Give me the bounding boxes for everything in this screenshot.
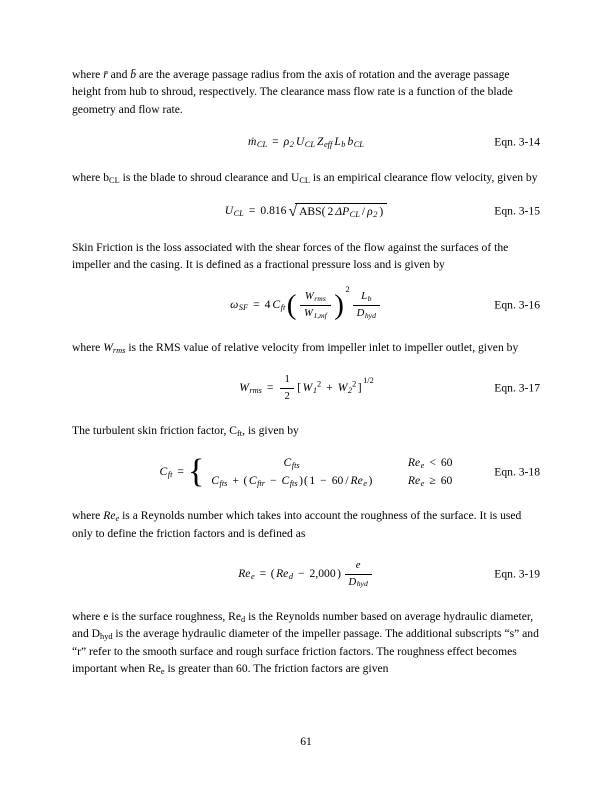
subscript: fts <box>219 478 228 488</box>
subscript: 1 <box>312 386 317 396</box>
subscript: fts <box>291 461 300 471</box>
frac <box>280 373 293 403</box>
base: W <box>302 380 313 394</box>
equation-row-3-17 <box>72 373 540 403</box>
text-segment: where <box>72 68 104 81</box>
tok <box>305 290 326 302</box>
equation-3-18 <box>72 453 540 491</box>
base: C <box>283 456 292 470</box>
tok <box>282 474 298 488</box>
tok <box>160 465 173 478</box>
tok <box>351 474 367 488</box>
tok <box>211 474 227 487</box>
subscript: SF <box>238 302 249 312</box>
text-segment-i: b̄ <box>130 68 137 81</box>
text-segment-isub: rms <box>112 346 126 356</box>
text-segment: is an empirical clearance flow velocity, given by <box>310 170 538 184</box>
tok <box>238 567 254 580</box>
subscript: eff <box>323 140 333 150</box>
equation-3-15 <box>72 203 540 219</box>
tok <box>230 298 248 311</box>
text-segment: , is given by <box>242 424 299 438</box>
tok <box>335 205 360 218</box>
base: ω <box>230 297 239 311</box>
tok <box>284 135 294 148</box>
tok: 60 <box>331 473 344 487</box>
brk: ) <box>337 566 341 580</box>
base: U <box>295 135 305 149</box>
subscript: 2 <box>373 210 378 220</box>
subscript: ft <box>167 470 173 480</box>
base: e <box>355 559 361 572</box>
base: Re <box>350 473 363 487</box>
gc <box>297 290 334 320</box>
brk: ) <box>334 288 344 321</box>
tok: = <box>259 566 267 580</box>
tok <box>303 381 322 395</box>
text-segment: where <box>72 340 104 354</box>
text-segment-sub: d <box>241 614 246 624</box>
ccond <box>407 456 454 470</box>
tok: = <box>248 203 256 217</box>
equation-3-19 <box>72 559 540 589</box>
text-segment: is the Reynolds number based on average hydraulic diameter, and D <box>72 609 534 641</box>
frac <box>353 290 380 320</box>
text-segment: is greater than 60. The friction factors are given <box>164 662 389 676</box>
base: ΔP <box>335 205 350 219</box>
tok <box>317 135 332 148</box>
cexpr <box>210 474 373 489</box>
tok <box>356 559 361 571</box>
grp <box>270 567 341 581</box>
subscript: ftr <box>257 479 265 489</box>
text-segment: The turbulent skin friction factor, C <box>72 424 238 438</box>
tok: = <box>272 135 279 149</box>
tok: 0.816 <box>260 203 287 217</box>
radicand <box>295 203 387 219</box>
tok <box>361 290 371 302</box>
base: D <box>348 575 357 588</box>
fden <box>300 306 331 320</box>
equation-label-3-14: Eqn. 3-14 <box>494 135 540 149</box>
brk: ) <box>299 473 303 487</box>
superscript: 2 <box>352 379 357 389</box>
base: C <box>211 473 220 487</box>
tok: 2,000 <box>309 566 336 580</box>
tok <box>347 135 364 148</box>
base: b <box>347 135 354 149</box>
equation-label-3-15: Eqn. 3-15 <box>494 204 540 218</box>
text-segment-isub: e <box>115 514 120 524</box>
tok: ≥ <box>429 473 436 487</box>
cbrace: { <box>187 453 205 491</box>
base: ρ <box>367 205 373 219</box>
tok: ) <box>379 205 384 219</box>
text-segment: where e is the surface roughness, Re <box>72 609 242 623</box>
subscript: e <box>420 479 425 489</box>
tok: / <box>361 205 366 219</box>
subscript: fts <box>289 479 298 489</box>
paragraph-1 <box>72 66 540 118</box>
subscript: ft <box>280 302 286 312</box>
base: U <box>224 203 234 217</box>
text-segment: is the RMS value of relative velocity from impeller inlet to impeller outlet, given by <box>125 340 519 354</box>
paragraph-7 <box>72 608 540 678</box>
text-segment-i: Re <box>103 509 116 523</box>
base: W <box>337 380 348 394</box>
tok <box>248 135 267 148</box>
equation-label-3-16: Eqn. 3-16 <box>494 298 540 312</box>
brk: ( <box>286 288 297 321</box>
text-segment-sub: ft <box>237 429 243 439</box>
equation-row-3-15 <box>72 203 540 219</box>
text-segment-sub: hyd <box>100 632 113 642</box>
tok: − <box>320 473 327 487</box>
fnum <box>280 373 293 388</box>
tok <box>408 474 424 487</box>
subscript: hyd <box>364 310 376 320</box>
equation-label-3-19: Eqn. 3-19 <box>494 567 540 581</box>
base: ρ <box>283 135 290 149</box>
base: C <box>281 473 290 487</box>
tok <box>284 456 300 469</box>
base: Re <box>238 566 251 580</box>
subscript: CL <box>304 140 316 150</box>
base: Re <box>276 566 289 580</box>
tok: < <box>429 456 436 470</box>
brk: ) <box>368 473 373 487</box>
ccond <box>407 474 454 488</box>
subscript: e <box>363 479 367 489</box>
subscript: hyd <box>356 579 368 589</box>
tok <box>304 307 327 319</box>
tok: − <box>269 473 277 487</box>
paragraph-4 <box>72 339 540 356</box>
subscript: CL <box>349 210 360 220</box>
fnum <box>345 559 372 574</box>
text-segment: Skin Friction is the loss associated with the shear forces of the flow against the surfaces of the impeller and the casing. It is defined as a fractional pressure loss and is given by <box>72 240 509 271</box>
base: L <box>361 290 368 303</box>
brk: ( <box>304 473 308 487</box>
fnum <box>353 290 380 305</box>
base: L <box>334 135 341 149</box>
tok: − <box>297 566 305 580</box>
base: C <box>248 473 257 487</box>
frac <box>345 559 372 589</box>
tok: 2 <box>284 389 290 402</box>
tok <box>367 205 377 218</box>
brk: ( <box>243 473 248 487</box>
base: C <box>272 297 281 311</box>
tok: = <box>266 380 274 394</box>
grp <box>243 474 304 488</box>
page-number: 61 <box>300 735 312 748</box>
base: Re <box>407 456 421 470</box>
text-segment-sub: CL <box>109 175 120 185</box>
grp <box>304 474 373 488</box>
text-segment: is a Reynolds number which takes into account the roughness of the surface. It is used only to define the friction factors and is defined as <box>72 509 522 540</box>
superscript: 2 <box>317 379 322 389</box>
equation-row-3-19 <box>72 559 540 589</box>
text-segment-sub: e <box>160 667 165 677</box>
equation-3-16 <box>72 285 540 321</box>
subscript: CL <box>353 140 364 150</box>
text-segment: where b <box>72 170 110 184</box>
fden <box>353 306 380 320</box>
base: C <box>159 465 168 479</box>
base: ṁ <box>248 135 257 149</box>
base: D <box>356 306 365 319</box>
tok: 4 <box>264 297 271 311</box>
grp: [ $W_1^2$ + $W_2^2$ ] 1/2 <box>297 375 374 396</box>
paragraph-2 <box>72 169 540 186</box>
frac <box>300 290 331 320</box>
text-segment-sub: CL <box>299 175 311 185</box>
tok <box>249 474 265 488</box>
tok: 60 <box>440 473 453 487</box>
subscript: CL <box>233 209 244 219</box>
text-segment-i: W <box>103 340 113 354</box>
tok <box>334 135 345 148</box>
gc <box>248 474 299 488</box>
tok <box>276 567 293 581</box>
grp: ( $\frac{W_{rms}}{W_{1,mf}}$ ) 2 <box>286 285 350 321</box>
paragraph-6 <box>72 507 540 542</box>
tok <box>338 381 357 395</box>
text-segment: are the average passage radius from the axis of rotation and the average passage height from hub to shroud, respectively. The clearance mass flow rate is a function of the blade geometry and flow rate. <box>72 68 513 116</box>
base: Z <box>317 135 324 149</box>
gc <box>308 474 368 488</box>
gc <box>275 567 337 581</box>
tok: 1 <box>284 373 290 386</box>
equation-label-3-18: Eqn. 3-18 <box>494 465 540 479</box>
text-segment: is the average hydraulic diameter of the impeller passage. The additional subscripts “s” and “r” refer to the smooth surface and rough surface friction factors. The roughness effect becomes important when Re <box>72 627 539 676</box>
cases <box>187 453 454 491</box>
tok: = <box>177 465 184 479</box>
subscript: b <box>367 294 372 304</box>
tok: = <box>253 297 260 311</box>
subscript: e <box>420 461 425 471</box>
equation-row-3-16 <box>72 285 540 321</box>
brk: ] <box>357 380 362 394</box>
equation-label-3-17: Eqn. 3-17 <box>494 381 540 395</box>
cexpr <box>210 456 373 470</box>
fden <box>345 575 372 589</box>
tok: 1 <box>309 473 316 487</box>
tok <box>272 298 285 311</box>
sqrt <box>288 203 387 219</box>
subscript: e <box>250 571 255 581</box>
tok: 60 <box>440 456 453 470</box>
subscript: rms <box>314 294 326 304</box>
text-segment: where <box>72 509 104 523</box>
equation-row-3-18 <box>72 453 540 491</box>
tok <box>357 307 376 319</box>
tok <box>225 204 244 217</box>
tok <box>349 576 368 588</box>
gc <box>302 381 358 395</box>
subscript: b <box>341 140 346 150</box>
paragraph-3 <box>72 239 540 274</box>
tok: / <box>345 473 349 487</box>
subscript: d <box>288 571 293 581</box>
tok: ABS( <box>299 205 326 219</box>
subscript: 2 <box>347 386 353 396</box>
base: W <box>303 306 313 319</box>
subscript: 2 <box>289 140 294 150</box>
base: W <box>304 290 314 303</box>
equation-row-3-14 <box>72 135 540 149</box>
text-segment: is the blade to shroud clearance and U <box>119 170 300 184</box>
radical: √ <box>288 202 298 220</box>
equation-3-17 <box>72 373 540 403</box>
text-segment: and <box>107 68 131 81</box>
subscript: CL <box>256 140 268 150</box>
fden <box>280 389 293 403</box>
equation-3-14 <box>72 135 540 149</box>
brk: ( <box>270 566 275 580</box>
tok: + <box>326 380 333 394</box>
tok <box>408 456 424 469</box>
subscript: rms <box>249 385 262 395</box>
text-segment-i: r̄ <box>103 68 108 81</box>
subscript: 1,mf <box>313 310 327 320</box>
paragraph-5 <box>72 422 540 439</box>
tok <box>296 135 315 148</box>
fnum <box>300 290 331 305</box>
brk: [ <box>297 380 302 394</box>
tok: + <box>232 473 239 487</box>
base: W <box>239 380 249 394</box>
tok: 2 <box>327 205 334 219</box>
base: Re <box>407 473 421 487</box>
tok <box>239 381 262 394</box>
crows <box>210 456 453 488</box>
